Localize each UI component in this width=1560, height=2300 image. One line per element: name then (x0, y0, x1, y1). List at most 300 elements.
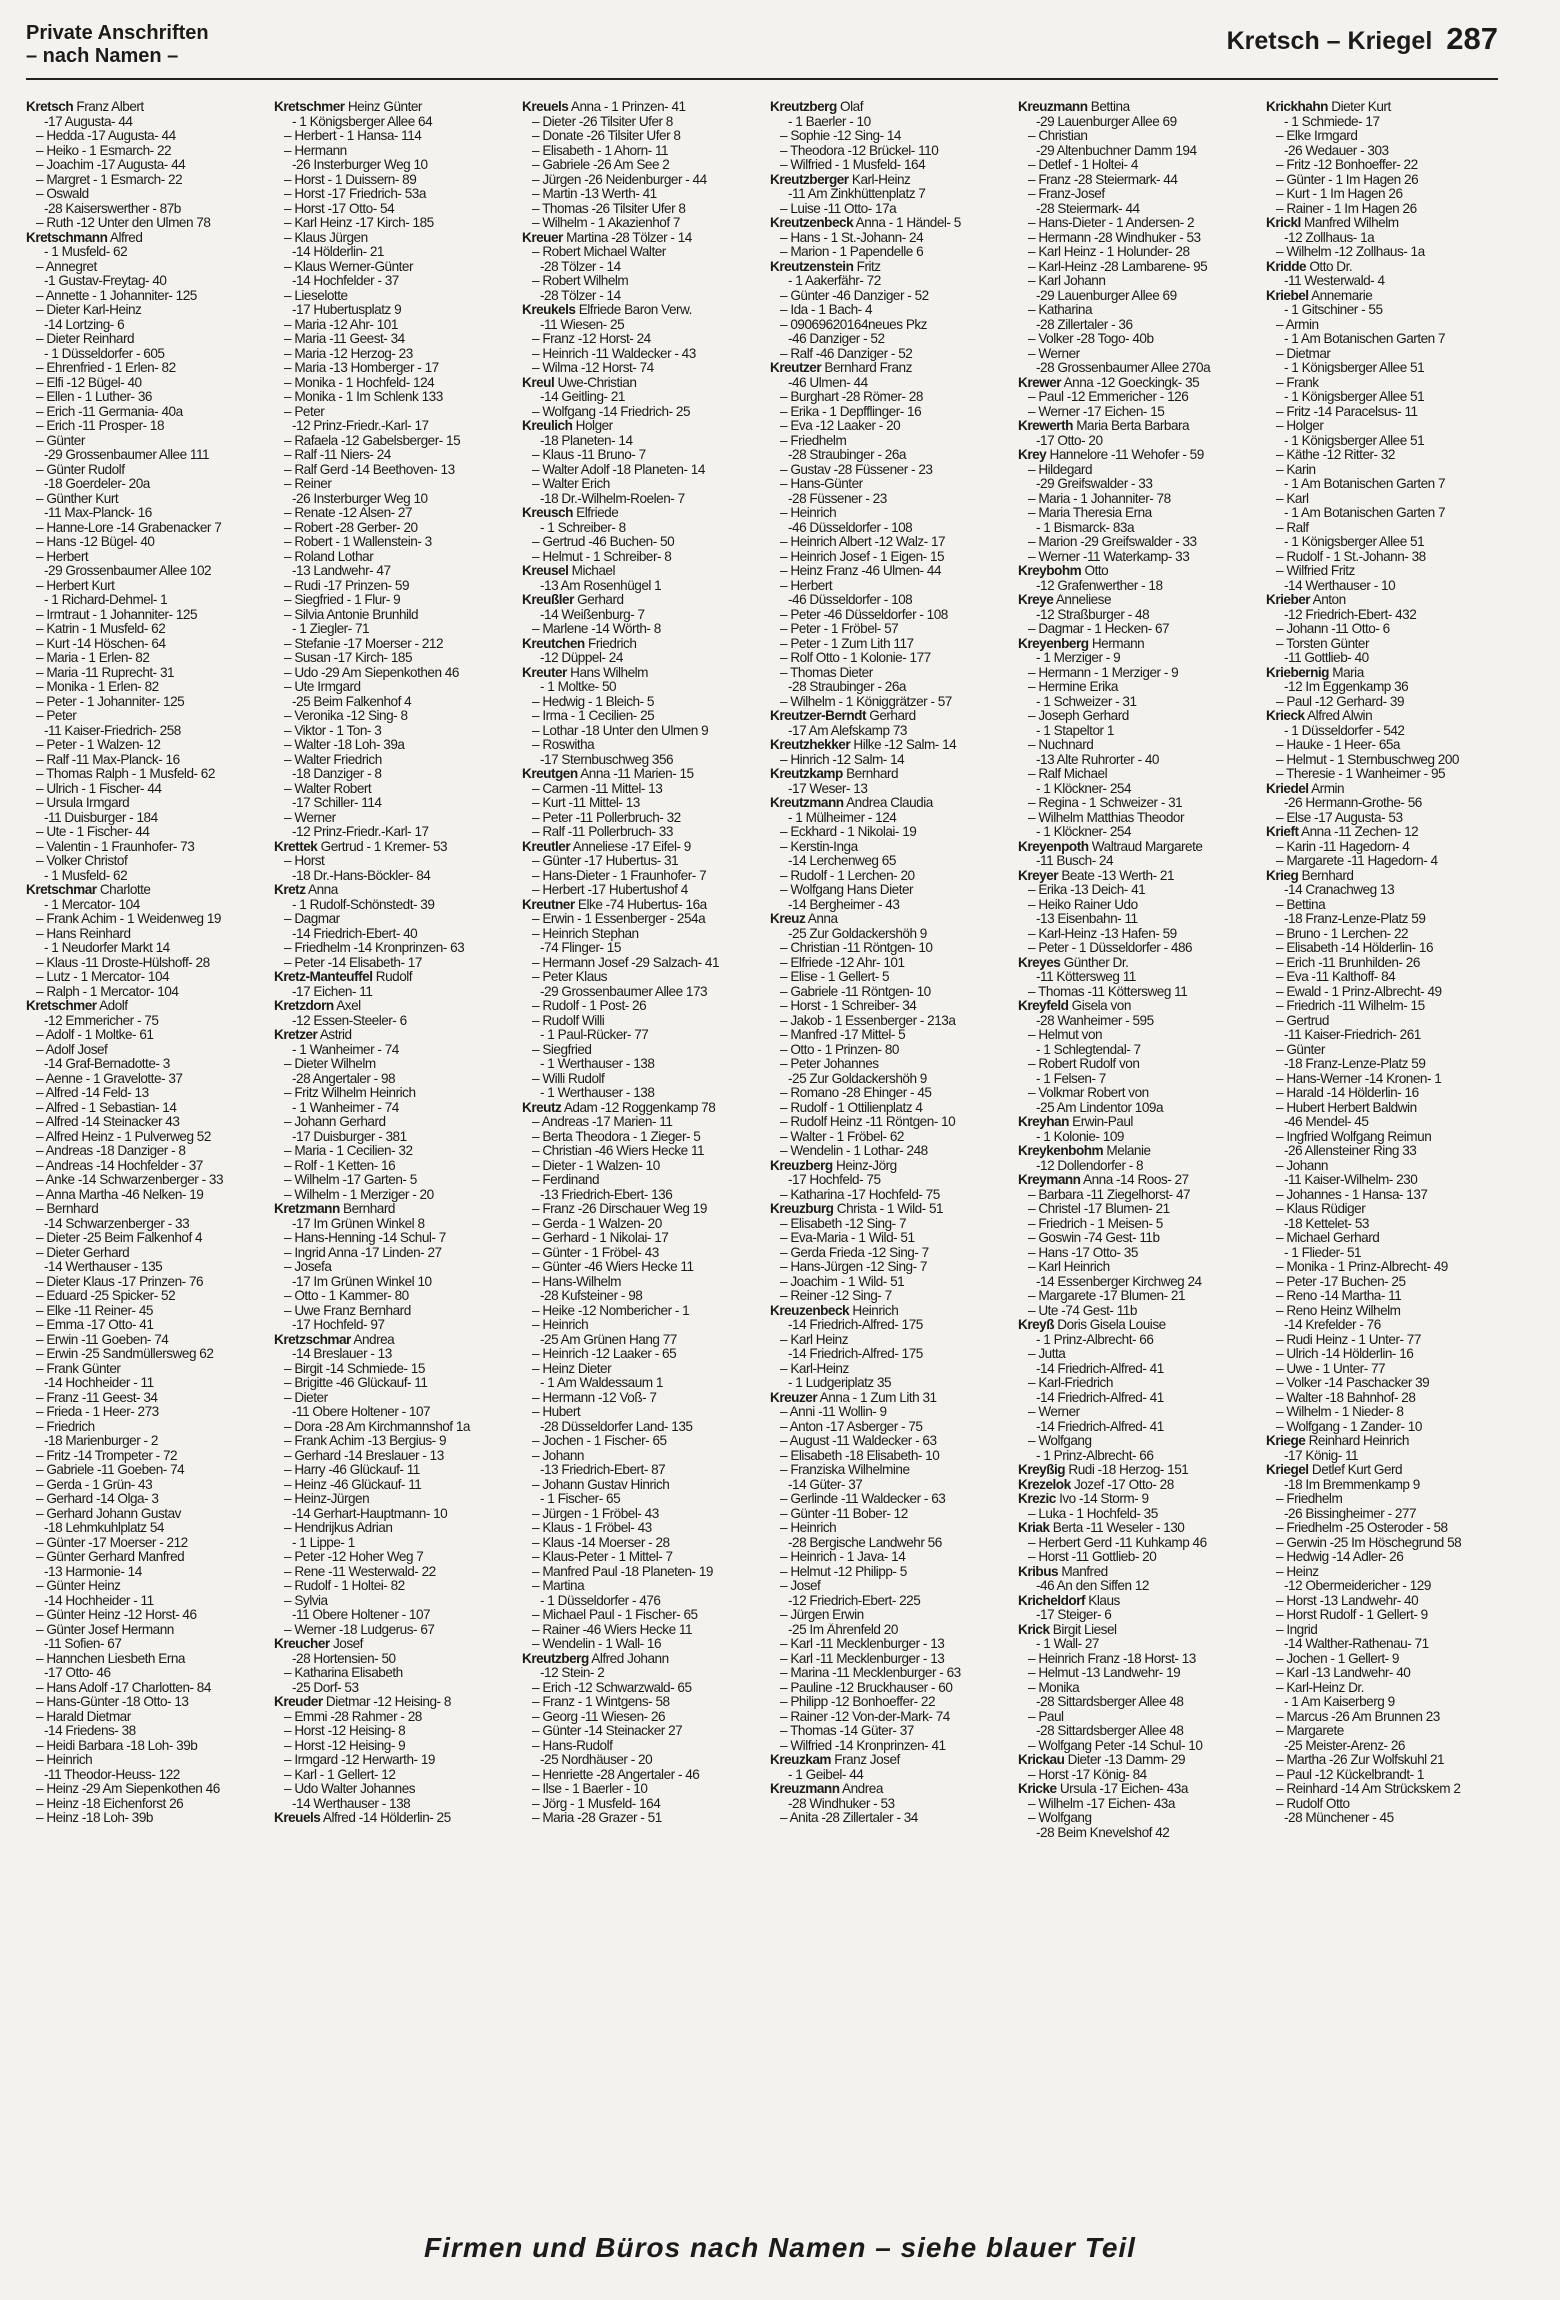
listing-line: – Sophie -12 Sing- 14 (780, 129, 901, 143)
listing-line: – Katharina -17 Hochfeld- 75 (780, 1187, 940, 1202)
surname: Kretz-Manteuffel (274, 970, 373, 984)
surname: Kreuter (522, 665, 567, 680)
listing-line: – Joachim - 1 Wild- 51 (780, 1274, 905, 1289)
surname-entry: Kreutzkamp Bernhard (770, 767, 899, 781)
listing-line: – Karl Heinrich (1028, 1260, 1110, 1274)
listing-line: – Dieter -25 Beim Falkenhof 4 (36, 1231, 203, 1245)
listing-line: – Klaus -14 Moerser - 28 (532, 1535, 670, 1550)
listing-line: – Kurt -14 Höschen- 64 (36, 636, 166, 651)
listing-line: – Wolfgang Hans Dieter (780, 883, 914, 897)
listing-line: – Jochen - 1 Fischer- 65 (532, 1434, 667, 1448)
surname: Kreye (1018, 593, 1054, 607)
surname: Krey (1018, 448, 1047, 462)
listing-line: – Elise - 1 Gellert- 5 (780, 970, 890, 984)
address-line: - 1 Königsberger Allee 51 (1284, 361, 1425, 375)
listing-line: – Paul -12 Emmericher - 126 (1028, 390, 1189, 404)
listing-line: – Heinz-Jürgen (284, 1492, 370, 1506)
address-line: - 1 Schreiber- 8 (540, 520, 626, 535)
listing-line: – Erwin -25 Sandmüllersweg 62 (36, 1347, 214, 1361)
surname: Kreutler (522, 839, 571, 854)
listing-line: – Maria -28 Grazer - 51 (532, 1811, 662, 1825)
listing-line: – Gerhard -14 Breslauer - 13 (284, 1448, 444, 1463)
listing-line: – Karl-Heinz -13 Hafen- 59 (1028, 926, 1177, 941)
listing-line: – Christel -17 Blumen- 21 (1028, 1202, 1170, 1216)
address-line: -14 Lortzing- 6 (44, 317, 125, 332)
address-line: -11 Theodor-Heuss- 122 (44, 1767, 180, 1782)
listing-line: – Walter -18 Bahnhof- 28 (1276, 1390, 1416, 1405)
listing-line: – Dieter Gerhard (36, 1245, 130, 1260)
listing-line: – Friedrich (36, 1419, 95, 1434)
surname: Krick (1018, 1622, 1050, 1637)
address-line: - 1 Prinz-Albrecht- 66 (1036, 1332, 1154, 1347)
address-line: -17 Otto- 20 (1036, 433, 1103, 448)
column-5 (1018, 100, 1262, 2225)
address-line: - 1 Am Botanischen Garten 7 (1284, 332, 1446, 346)
surname: Kreuzenbeck (770, 1303, 850, 1318)
listing-line: – Gertrud -46 Buchen- 50 (532, 535, 675, 549)
listing-line: – Rolf Otto - 1 Kolonie- 177 (780, 651, 931, 665)
listing-line: – Reno -14 Martha- 11 (1276, 1289, 1402, 1303)
listing-line: – Helmut -12 Philipp- 5 (780, 1564, 907, 1579)
surname: Kreutner (522, 897, 575, 912)
address-line: -17 Steiger- 6 (1036, 1608, 1112, 1622)
listing-line: – Ilse - 1 Baerler - 10 (532, 1782, 648, 1796)
listing-line: – Martin -13 Werth- 41 (532, 187, 657, 201)
listing-line: – Lutz - 1 Mercator- 104 (36, 970, 170, 984)
listing-line: – Johann (1276, 1158, 1328, 1173)
surname: Kretschmar (26, 883, 97, 897)
listing-line: – Jochen - 1 Gellert- 9 (1276, 1651, 1399, 1666)
listing-line: – Elisabeth - 1 Ahorn- 11 (532, 143, 669, 158)
listing-line: – Ingfried Wolfgang Reimun (1276, 1129, 1432, 1144)
listing-line: – Wilhelm -12 Zollhaus- 1a (1276, 245, 1425, 259)
listing-line: – Gertrud (1276, 1013, 1329, 1028)
surname: Kreyhan (1018, 1115, 1069, 1129)
listing-line: – Fritz -14 Paracelsus- 11 (1276, 404, 1418, 419)
listing-line: – Karl Heinz - 1 Holunder- 28 (1028, 245, 1190, 259)
address-line: -12 Prinz-Friedr.-Karl- 17 (292, 419, 429, 433)
listing-line: – Viktor - 1 Ton- 3 (284, 723, 382, 738)
listing-line: – Herbert (36, 549, 89, 564)
listing-line: – Philipp -12 Bonhoeffer- 22 (780, 1695, 936, 1709)
surname-entry: Krey Hannelore -11 Wehofer - 59 (1018, 448, 1204, 462)
listing-line: – Peter (36, 709, 77, 723)
surname-entry: Kreuzburg Christa - 1 Wild- 51 (770, 1202, 944, 1216)
address-line: -29 Lauenburger Allee 69 (1036, 288, 1177, 303)
address-line: -17 König- 11 (1284, 1448, 1359, 1463)
listing-line: – Rudolf Heinz -11 Röntgen- 10 (780, 1115, 956, 1129)
surname-entry: Kriebernig Maria (1266, 665, 1364, 680)
address-line: -17 Eichen- 11 (292, 984, 373, 999)
listing-line: – Erika - 1 Dерfflinger- 16 (780, 404, 922, 419)
listing-line: – Uwe - 1 Unter- 77 (1276, 1361, 1386, 1376)
address-line: -12 Grafenwerther - 18 (1036, 578, 1163, 593)
listing-line: – Günter -17 Hubertus- 31 (532, 854, 679, 868)
listing-line: – Hedwig - 1 Bleich- 5 (532, 694, 654, 709)
surname-entry: Krickau Dieter -13 Damm- 29 (1018, 1753, 1186, 1767)
surname: Kriebernig (1266, 665, 1329, 680)
listing-line: – Hanne-Lore -14 Grabenacker 7 (36, 520, 222, 535)
listing-line: – Gerwin -25 Im Höschegrund 58 (1276, 1535, 1462, 1550)
directory-columns (26, 100, 1512, 2225)
column-3 (522, 100, 766, 2225)
listing-line: – Elisabeth -14 Hölderlin- 16 (1276, 941, 1434, 955)
address-line: -14 Friedrich-Ebert- 40 (292, 926, 418, 941)
surname: Kreyenberg (1018, 636, 1089, 651)
surname: Kreulich (522, 419, 573, 433)
listing-line: – Walter -18 Loh- 39a (284, 738, 405, 752)
surname: Kretzschmar (274, 1332, 351, 1347)
address-line: -18 Planeten- 14 (540, 433, 633, 448)
listing-line: – Horst -17 König- 84 (1028, 1767, 1147, 1782)
listing-line: – Dieter Reinhard (36, 332, 135, 346)
surname-entry: Krewerth Maria Berta Barbara (1018, 419, 1190, 433)
listing-line: – Hildegard (1028, 462, 1093, 477)
listing-line: – Peter (284, 404, 325, 419)
listing-line: – Heike -12 Nombericher - 1 (532, 1303, 690, 1318)
listing-line: – Werner (1028, 1405, 1080, 1419)
listing-line: – Heidi Barbara -18 Loh- 39b (36, 1738, 198, 1753)
listing-line: – Dieter Klaus -17 Prinzen- 76 (36, 1274, 204, 1289)
listing-line: – Hans-Dieter - 1 Fraunhofer- 7 (532, 868, 707, 883)
listing-line: – Udo Walter Johannes (284, 1782, 416, 1796)
listing-line: – Harald -14 Hölderlin- 16 (1276, 1086, 1419, 1100)
listing-line: – Horst - 1 Duissern- 89 (284, 172, 417, 187)
surname-entry: Krettek Gertrud - 1 Kremer- 53 (274, 839, 448, 854)
listing-line: – Franz -26 Dirschauer Weg 19 (532, 1202, 707, 1216)
listing-line: – Katharina Elisabeth (284, 1666, 403, 1680)
listing-line: – Peter - 1 Johanniter- 125 (36, 694, 185, 709)
surname: Krieg (1266, 868, 1299, 883)
surname: Kreul (522, 375, 555, 390)
address-line: -14 Lerchenweg 65 (788, 854, 896, 868)
address-line: -25 Am Grünen Hang 77 (540, 1332, 677, 1347)
surname: Kreutz (522, 1100, 562, 1115)
address-line: -11 Kaiser-Friedrich- 258 (44, 723, 181, 738)
listing-line: – Reiner (284, 477, 332, 491)
surname: Kriedel (1266, 781, 1309, 796)
surname-entry: Kreußler Gerhard (522, 593, 624, 607)
address-line: -25 Meister-Arenz- 26 (1284, 1738, 1405, 1753)
page-number: 287 (1446, 21, 1498, 56)
listing-line: – Ute Irmgard (284, 680, 361, 694)
listing-line: – Monika - 1 Im Schlenk 133 (284, 390, 443, 404)
surname-entry: Kreutgen Anna -11 Marien- 15 (522, 767, 694, 781)
listing-line: – Karl-Friedrich (1028, 1376, 1113, 1390)
listing-line: – Eva-Maria - 1 Wild- 51 (780, 1231, 915, 1245)
surname-entry: Kreutchen Friedrich (522, 636, 637, 651)
address-line: -25 Im Ährenfeld 20 (788, 1622, 898, 1637)
address-line: -14 Werthauser - 10 (1284, 578, 1396, 593)
address-line: -13 Friedrich-Ebert- 136 (540, 1187, 673, 1202)
listing-line: – Ruth -12 Unter den Ulmen 78 (36, 216, 211, 230)
listing-line: – Jürgen Erwin (780, 1608, 864, 1622)
listing-line: – Lothar -18 Unter den Ulmen 9 (532, 723, 709, 738)
listing-line: – Klaus-Peter - 1 Mittel- 7 (532, 1550, 673, 1564)
surname-entry: Kreutzenbeck Anna - 1 Händel- 5 (770, 216, 961, 230)
listing-line: – Rafaela -12 Gabelsberger- 15 (284, 433, 461, 448)
listing-line: – Ida - 1 Bach- 4 (780, 303, 872, 317)
listing-line: – Elisabeth -12 Sing- 7 (780, 1216, 907, 1231)
address-line: -11 Wiesen- 25 (540, 317, 625, 332)
page-header (26, 22, 1498, 80)
surname: Kreyß (1018, 1318, 1055, 1332)
listing-line: – Maria -11 Ruprecht- 31 (36, 665, 175, 680)
address-line: -28 Düsseldorfer Land- 135 (540, 1419, 693, 1434)
listing-line: – Franz-Josef (1028, 187, 1105, 201)
address-line: -18 Dr.-Wilhelm-Roelen- 7 (540, 491, 685, 506)
listing-line: – Hermann - 1 Merziger - 9 (1028, 665, 1179, 680)
surname-entry: Kreusch Elfriede (522, 506, 619, 520)
address-line: -14 Graf-Bernadotte- 3 (44, 1057, 170, 1071)
surname: Kreutzmann (770, 796, 844, 810)
address-line: -28 Kufsteiner - 98 (540, 1289, 643, 1303)
address-line: -29 Grossenbaumer Allee 102 (44, 564, 212, 578)
listing-line: – Michael Paul - 1 Fischer- 65 (532, 1608, 698, 1622)
listing-line: – Jörg - 1 Musfeld- 164 (532, 1796, 661, 1811)
surname-entry: Krick Birgit Liesel (1018, 1622, 1117, 1637)
listing-line: – Heiko - 1 Esmarch- 22 (36, 143, 172, 158)
listing-line: – Wilhelm Matthias Theodor (1028, 810, 1184, 825)
listing-line: – Monika (1028, 1680, 1080, 1695)
address-line: - 1 Am Waldessaum 1 (540, 1376, 663, 1390)
address-line: -25 Zur Goldackershöh 9 (788, 926, 927, 941)
listing-line: – Ulrich - 1 Fischer- 44 (36, 781, 162, 796)
listing-line: – Hans - 1 St.-Johann- 24 (780, 230, 924, 245)
address-line: -25 Am Lindentor 109a (1036, 1100, 1164, 1115)
address-line: -12 Friedrich-Ebert- 432 (1284, 607, 1417, 622)
listing-line: – Irma - 1 Cecilien- 25 (532, 709, 655, 723)
listing-line: – Peter - 1 Fröbel- 57 (780, 622, 899, 636)
address-line: -25 Dorf- 53 (292, 1680, 359, 1695)
address-line: -18 Goerdeler- 20a (44, 477, 150, 491)
listing-line: – Gerhard - 1 Nikolai- 17 (532, 1231, 669, 1245)
address-line: -17 Hochfeld- 75 (788, 1173, 881, 1187)
listing-line: – Barbara -11 Ziegelhorst- 47 (1028, 1187, 1191, 1202)
surname: Kreuzer (770, 1390, 818, 1405)
listing-line: – Hedwig -14 Adler- 26 (1276, 1550, 1404, 1564)
listing-line: – Hedda -17 Augusta- 44 (36, 129, 176, 143)
listing-line: – Andreas -18 Danziger - 8 (36, 1144, 186, 1158)
surname: Kreuder (274, 1695, 323, 1709)
surname-entry: Kreutler Anneliese -17 Eifel- 9 (522, 839, 691, 854)
listing-line: – Margarete -17 Blumen- 21 (1028, 1289, 1186, 1303)
listing-line: – Brigitte -46 Glückauf- 11 (284, 1376, 428, 1390)
listing-line: – Anna Martha -46 Nelken- 19 (36, 1187, 204, 1202)
listing-line: – Maria - 1 Erlen- 82 (36, 651, 150, 665)
listing-line: – Irmgard -12 Herwarth- 19 (284, 1753, 435, 1767)
listing-line: – Reinhard -14 Am Strückskem 2 (1276, 1782, 1461, 1796)
surname-entry: Kreykenbohm Melanie (1018, 1144, 1151, 1158)
address-line: - 1 Königsberger Allee 51 (1284, 535, 1425, 549)
address-line: -46 Düsseldorfer - 108 (788, 520, 913, 535)
listing-line: – Manfred Paul -18 Planeten- 19 (532, 1564, 713, 1579)
surname-entry: Kretzer Astrid (274, 1028, 352, 1042)
listing-line: – Thomas Ralph - 1 Musfeld- 62 (36, 767, 215, 781)
listing-line: – Ulrich -14 Hölderlin- 16 (1276, 1347, 1414, 1361)
address-line: - 1 Wanheimer - 74 (292, 1100, 399, 1115)
listing-line: – Birgit -14 Schmiede- 15 (284, 1361, 425, 1376)
listing-line: – Fritz -12 Bonhoeffer- 22 (1276, 158, 1418, 172)
listing-line: – Rudolf - 1 St.-Johann- 38 (1276, 549, 1426, 564)
listing-line: – Erich -11 Germania- 40a (36, 404, 183, 419)
address-line: - 1 Neudorfer Markt 14 (44, 941, 170, 955)
surname: Kreutchen (522, 636, 585, 651)
address-line: -14 Friedrich-Alfred- 175 (788, 1347, 923, 1361)
address-line: -17 Duisburger - 381 (292, 1129, 407, 1144)
listing-line: – Wendelin - 1 Lothar- 248 (780, 1144, 928, 1158)
listing-line: – Peter -11 Pollerbruch- 32 (532, 810, 681, 825)
address-line: -14 Weißenburg- 7 (540, 607, 645, 622)
surname-entry: Kreutzhekker Hilke -12 Salm- 14 (770, 738, 957, 752)
listing-line: – Horst - 1 Schreiber- 34 (780, 999, 917, 1013)
listing-line: – Peter - 1 Walzen- 12 (36, 738, 161, 752)
listing-line: – Friedhelm -25 Osteroder - 58 (1276, 1521, 1448, 1535)
listing-line: – Maria -11 Geest- 34 (284, 332, 405, 346)
surname-entry: Kreutzmann Andrea Claudia (770, 796, 933, 810)
address-line: -17 Sternbuschweg 356 (540, 752, 674, 767)
listing-line: – Rudolf - 1 Post- 26 (532, 999, 647, 1013)
surname-entry: Kreuzkam Franz Josef (770, 1753, 900, 1767)
listing-line: – Maria - 1 Cecilien- 32 (284, 1144, 413, 1158)
listing-line: – Harry -46 Glückauf- 11 (284, 1463, 420, 1477)
surname: Kreuzkam (770, 1753, 831, 1767)
listing-line: – Karl (1276, 491, 1309, 506)
address-line: -28 Beim Knevelshof 42 (1036, 1825, 1170, 1840)
surname: Kreyfeld (1018, 999, 1069, 1013)
listing-line: – Bruno - 1 Lerchen- 22 (1276, 926, 1409, 941)
listing-line: – Rudolf - 1 Lerchen- 20 (780, 868, 915, 883)
listing-line: – Volker -28 Togo- 40b (1028, 332, 1154, 346)
surname-entry: Kreyhan Erwin-Paul (1018, 1115, 1133, 1129)
listing-line: – Burghart -28 Römer- 28 (780, 390, 923, 404)
address-line: -17 Otto- 46 (44, 1666, 111, 1680)
listing-line: – Eduard -25 Spicker- 52 (36, 1289, 176, 1303)
listing-line: – Rudolf - 1 Holtei- 82 (284, 1579, 405, 1593)
surname: Kreutzer (770, 361, 822, 375)
listing-line: – Wilfried - 1 Musfeld- 164 (780, 158, 926, 172)
listing-line: – Jakob - 1 Essenberger - 213a (780, 1013, 956, 1028)
listing-line: – Klaus -11 Droste-Hülshoff- 28 (36, 955, 210, 970)
listing-line: – Johann Gerhard (284, 1115, 386, 1129)
listing-line: – Friedhelm -14 Kronprinzen- 63 (284, 941, 465, 955)
address-line: -14 Friedrich-Alfred- 41 (1036, 1361, 1164, 1376)
listing-line: – Jürgen - 1 Fröbel- 43 (532, 1506, 659, 1521)
surname-entry: Kreuels Anna - 1 Prinzen- 41 (522, 100, 686, 114)
surname: Kriegel (1266, 1463, 1309, 1477)
surname-entry: Kreymann Anna -14 Roos- 27 (1018, 1173, 1189, 1187)
listing-line: – Wolfgang (1028, 1811, 1092, 1825)
surname: Kretschmer (26, 999, 97, 1013)
listing-line: – Aenne - 1 Gravelotte- 37 (36, 1071, 183, 1086)
listing-line: – Anke -14 Schwarzenberger - 33 (36, 1173, 224, 1187)
listing-line: – Peter -46 Düsseldorfer - 108 (780, 607, 948, 622)
address-line: -17 Hochfeld- 97 (292, 1318, 385, 1332)
listing-line: – Kurt -11 Mittel- 13 (532, 796, 640, 810)
surname-entry: Kreyenberg Hermann (1018, 636, 1145, 651)
address-line: -46 Danziger - 52 (788, 332, 885, 346)
surname-entry: Kreyßig Rudi -18 Herzog- 151 (1018, 1463, 1189, 1477)
listing-line: – Heinrich -12 Laaker - 65 (532, 1347, 677, 1361)
address-line: -12 Emmericher - 75 (44, 1013, 159, 1028)
surname-entry: Kreuz Anna (770, 912, 838, 926)
surname-entry: Kreuter Hans Wilhelm (522, 665, 648, 680)
listing-line: – Hans -17 Otto- 35 (1028, 1245, 1138, 1260)
surname-entry: Kreyß Doris Gisela Louise (1018, 1318, 1166, 1332)
address-line: -11 Westerwald- 4 (1284, 274, 1385, 288)
address-line: -11 Köttersweg 11 (1036, 970, 1136, 984)
surname: Kricke (1018, 1782, 1057, 1796)
listing-line: – Klaus - 1 Fröbel- 43 (532, 1521, 652, 1535)
listing-line: – Siegfried - 1 Flur- 9 (284, 593, 401, 607)
address-line: -17 Schiller- 114 (292, 796, 382, 810)
listing-line: – Gerda - 1 Walzen- 20 (532, 1216, 662, 1231)
surname: Kreusch (522, 506, 573, 520)
surname: Kretz (274, 883, 306, 897)
surname-entry: Krieft Anna -11 Zechen- 12 (1266, 825, 1419, 839)
listing-line: – Heinz -18 Loh- 39b (36, 1811, 153, 1825)
listing-line: – Herbert Gerd -11 Kuhkamp 46 (1028, 1535, 1207, 1550)
listing-line: – Wilma -12 Horst- 74 (532, 361, 654, 375)
address-line: -46 Ulmen- 44 (788, 375, 868, 390)
address-line: -14 Friedrich-Alfred- 41 (1036, 1419, 1164, 1434)
listing-line: – Kurt - 1 Im Hagen 26 (1276, 187, 1403, 201)
address-line: - 1 Merziger - 9 (1036, 651, 1121, 665)
listing-line: – Anita -28 Zillertaler - 34 (780, 1811, 918, 1825)
listing-line: – Karl-Heinz -28 Lambarene- 95 (1028, 259, 1208, 274)
address-line: -11 Busch- 24 (1036, 854, 1114, 868)
address-line: -12 Im Eggenkamp 36 (1284, 680, 1409, 694)
listing-line: – Werner (1028, 346, 1080, 361)
listing-line: – Bernhard (36, 1202, 99, 1216)
listing-line: – Hermann (284, 143, 347, 158)
address-line: -11 Obere Holtener - 107 (292, 1608, 431, 1622)
address-line: -18 Franz-Lenze-Platz 59 (1284, 1057, 1426, 1071)
listing-line: – Roland Lothar (284, 549, 374, 564)
listing-line: – Marion - 1 Papendelle 6 (780, 245, 924, 259)
surname-entry: Krickhahn Dieter Kurt (1266, 100, 1391, 114)
listing-line: – Eva -11 Kalthoff- 84 (1276, 970, 1396, 984)
surname-entry: Kretzschmar Andrea (274, 1332, 395, 1347)
listing-line: – Detlef - 1 Holtei- 4 (1028, 158, 1138, 172)
surname: Krickl (1266, 216, 1301, 230)
address-line: -29 Lauenburger Allee 69 (1036, 114, 1177, 129)
listing-line: – Wilhelm - 1 Merziger - 20 (284, 1187, 434, 1202)
address-line: -28 Füssener - 23 (788, 491, 887, 506)
surname-entry: Kreutzberg Olaf (770, 100, 863, 114)
listing-line: – Marcus -26 Am Brunnen 23 (1276, 1709, 1440, 1724)
listing-line: – Franz -28 Steiermark- 44 (1028, 172, 1178, 187)
listing-line: – Friedhelm (780, 433, 847, 448)
listing-line: – Margret - 1 Esmarch- 22 (36, 172, 183, 187)
address-line: -18 Franz-Lenze-Platz 59 (1284, 912, 1426, 926)
listing-line: – Günter -17 Moerser - 212 (36, 1535, 188, 1550)
listing-line: – Günter -11 Bober- 12 (780, 1506, 908, 1521)
listing-line: – Dieter Karl-Heinz (36, 303, 142, 317)
listing-line: – Heinrich - 1 Java- 14 (780, 1550, 906, 1564)
listing-line: – Hubert Herbert Baldwin (1276, 1100, 1417, 1115)
address-line: -14 Werthauser - 135 (44, 1260, 163, 1274)
surname-entry: Kreutzenstein Fritz (770, 259, 881, 274)
address-line: -14 Güter- 37 (788, 1477, 863, 1492)
surname: Kreyes (1018, 955, 1061, 970)
address-line: -74 Flinger- 15 (540, 941, 621, 955)
listing-line: – Karin (1276, 462, 1316, 477)
address-line: -12 Düppel- 24 (540, 651, 623, 665)
listing-line: – Friedrich -11 Wilhelm- 15 (1276, 999, 1425, 1013)
listing-line: – Maria Theresia Erna (1028, 506, 1152, 520)
address-line: - 1 Ziegler- 71 (292, 622, 370, 636)
